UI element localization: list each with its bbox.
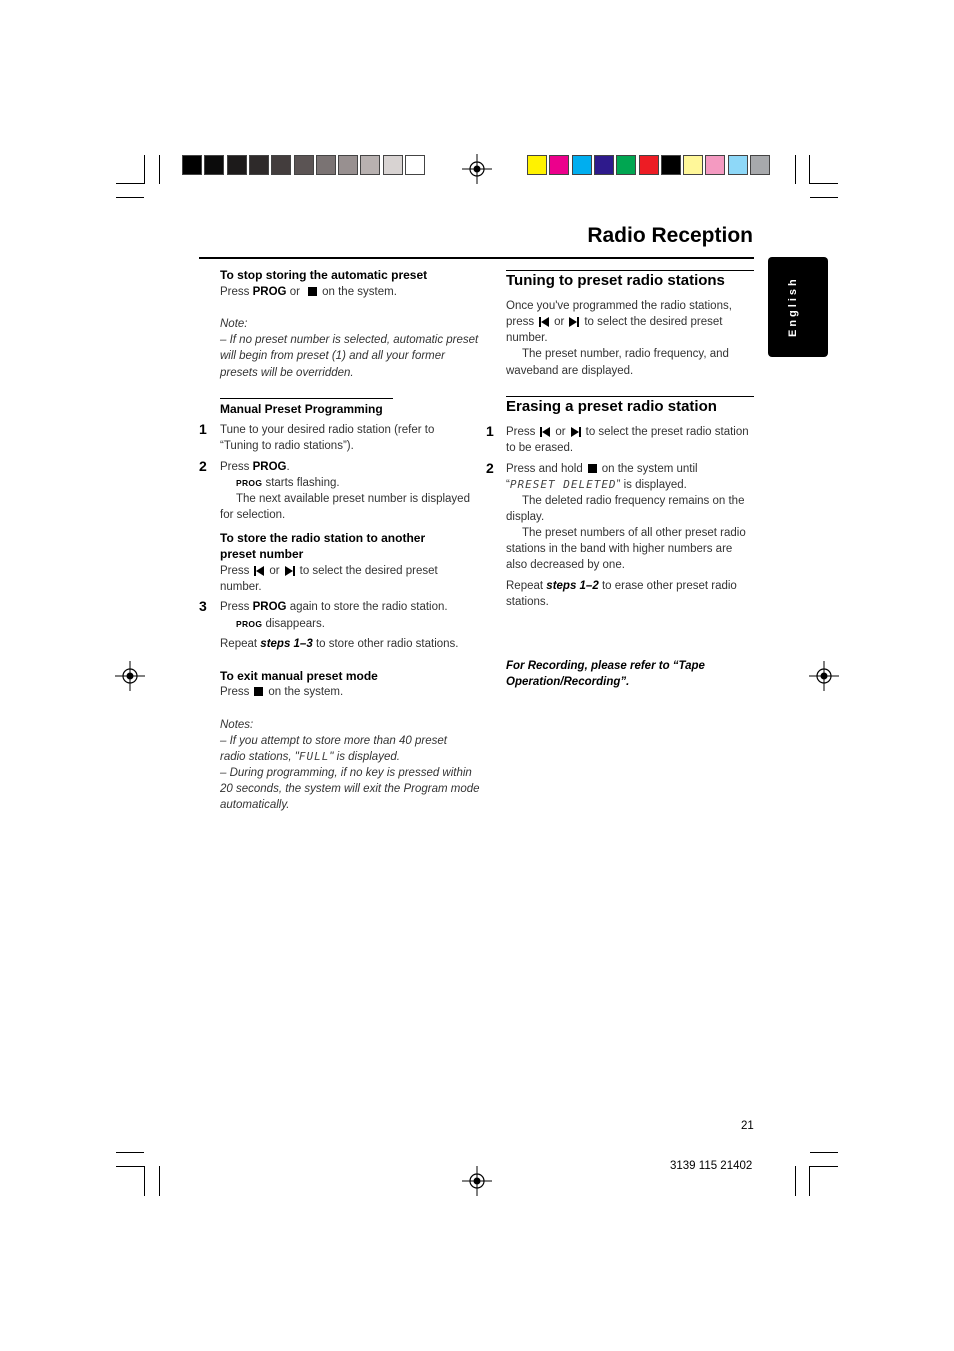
step-text: PROG disappears. (236, 618, 325, 630)
store-text: Press or to select the desired preset (220, 565, 438, 577)
language-tab-label: English (787, 276, 799, 337)
step-text: to be erased. (506, 442, 574, 454)
repeat-text: Repeat steps 1–3 to store other radio stations. (220, 638, 459, 650)
calibration-swatch (405, 155, 425, 175)
calibration-swatch (294, 155, 314, 175)
previous-icon (254, 566, 264, 576)
tuning-text: Once you've programmed the radio stations, (506, 300, 732, 312)
tuning-heading: Tuning to preset radio stations (506, 272, 725, 289)
calibration-swatch (705, 155, 725, 175)
step-number: 2 (199, 458, 207, 474)
calibration-swatch (316, 155, 336, 175)
lcd-text: PRESET DELETED (509, 478, 617, 491)
notes-label: Notes: (220, 719, 254, 731)
registration-mark-icon (809, 661, 839, 691)
title-rule (199, 257, 754, 259)
registration-mark-icon (115, 661, 145, 691)
note-label: Note: (220, 318, 248, 330)
section-rule (506, 396, 754, 397)
registration-mark-icon (462, 1166, 492, 1196)
step-text: stations in the band with higher numbers are (506, 543, 733, 555)
tuning-text: number. (506, 332, 548, 344)
document-code: 3139 115 21402 (670, 1160, 753, 1172)
repeat-text: stations. (506, 596, 549, 608)
calibration-swatch (249, 155, 269, 175)
step-number: 1 (486, 423, 494, 439)
repeat-text: Repeat steps 1–2 to erase other preset radio (506, 580, 737, 592)
stop-icon (308, 287, 317, 296)
previous-icon (540, 427, 550, 437)
step-text: Press PROG again to store the radio station. (220, 601, 448, 613)
section-rule (220, 398, 393, 399)
calibration-swatch (271, 155, 291, 175)
tuning-text: press or to select the desired preset (506, 316, 723, 328)
step-text: The preset numbers of all other preset radio (522, 527, 746, 539)
calibration-swatch (661, 155, 681, 175)
step-number: 1 (199, 421, 207, 437)
prog-indicator: PROG (236, 619, 263, 629)
note-line: automatically. (220, 799, 290, 811)
prog-indicator: PROG (236, 478, 263, 488)
stop-icon (254, 687, 263, 696)
step-text: Press or to select the preset radio station (506, 426, 749, 438)
note-line: presets will be overridden. (220, 367, 354, 379)
step-text: The next available preset number is displayed (236, 493, 470, 505)
recording-reference: Operation/Recording”. (506, 676, 630, 688)
stop-storing-text: Press PROG or on the system. (220, 286, 397, 298)
next-icon (285, 566, 295, 576)
calibration-swatch (683, 155, 703, 175)
stop-storing-heading: To stop storing the automatic preset (220, 268, 428, 282)
note-line: – If you attempt to store more than 40 preset (220, 735, 447, 747)
calibration-swatch (182, 155, 202, 175)
calibration-swatch (383, 155, 403, 175)
note-line: – If no preset number is selected, automatic preset (220, 334, 479, 346)
step-number: 3 (199, 598, 207, 614)
page-number: 21 (741, 1120, 754, 1132)
note-line: radio stations, "FULL" is displayed. (220, 750, 400, 763)
calibration-swatch (572, 155, 592, 175)
section-rule (506, 270, 754, 271)
calibration-swatch (227, 155, 247, 175)
stop-icon (588, 464, 597, 473)
note-line: 20 seconds, the system will exit the Program mode (220, 783, 480, 795)
next-icon (569, 317, 579, 327)
store-heading: preset number (220, 547, 304, 561)
note-line: – During programming, if no key is pressed within (220, 767, 472, 779)
calibration-swatch (360, 155, 380, 175)
step-text: Press and hold on the system until (506, 463, 698, 475)
step-text: for selection. (220, 509, 286, 521)
page-title: Radio Reception (587, 224, 753, 247)
manual-preset-heading: Manual Preset Programming (220, 402, 383, 416)
calibration-swatch (616, 155, 636, 175)
erasing-heading: Erasing a preset radio station (506, 398, 717, 415)
exit-heading: To exit manual preset mode (220, 669, 378, 683)
next-icon (571, 427, 581, 437)
calibration-swatch (338, 155, 358, 175)
exit-text: Press on the system. (220, 686, 344, 698)
step-text: PROG starts flashing. (236, 477, 340, 489)
tuning-text: waveband are displayed. (506, 365, 634, 377)
step-text: Tune to your desired radio station (refer to (220, 424, 435, 436)
store-heading: To store the radio station to another (220, 531, 426, 545)
tuning-text: The preset number, radio frequency, and (522, 348, 729, 360)
step-text: also decreased by one. (506, 559, 625, 571)
step-text: Press PROG. (220, 461, 290, 473)
step-text: display. (506, 511, 545, 523)
calibration-swatch (594, 155, 614, 175)
step-number: 2 (486, 460, 494, 476)
recording-reference: For Recording, please refer to “Tape (506, 660, 705, 672)
step-text: “PRESET DELETED” is displayed. (506, 478, 687, 491)
calibration-swatch (728, 155, 748, 175)
previous-icon (539, 317, 549, 327)
calibration-swatch (750, 155, 770, 175)
lcd-text: FULL (298, 750, 330, 763)
step-text: “Tuning to radio stations”). (220, 440, 354, 452)
registration-mark-icon (462, 154, 492, 184)
calibration-swatch (639, 155, 659, 175)
language-tab (768, 257, 828, 357)
step-text: The deleted radio frequency remains on the (522, 495, 745, 507)
store-text: number. (220, 581, 262, 593)
calibration-swatch (204, 155, 224, 175)
calibration-swatch (527, 155, 547, 175)
note-line: will begin from preset (1) and all your former (220, 350, 445, 362)
calibration-swatch (549, 155, 569, 175)
